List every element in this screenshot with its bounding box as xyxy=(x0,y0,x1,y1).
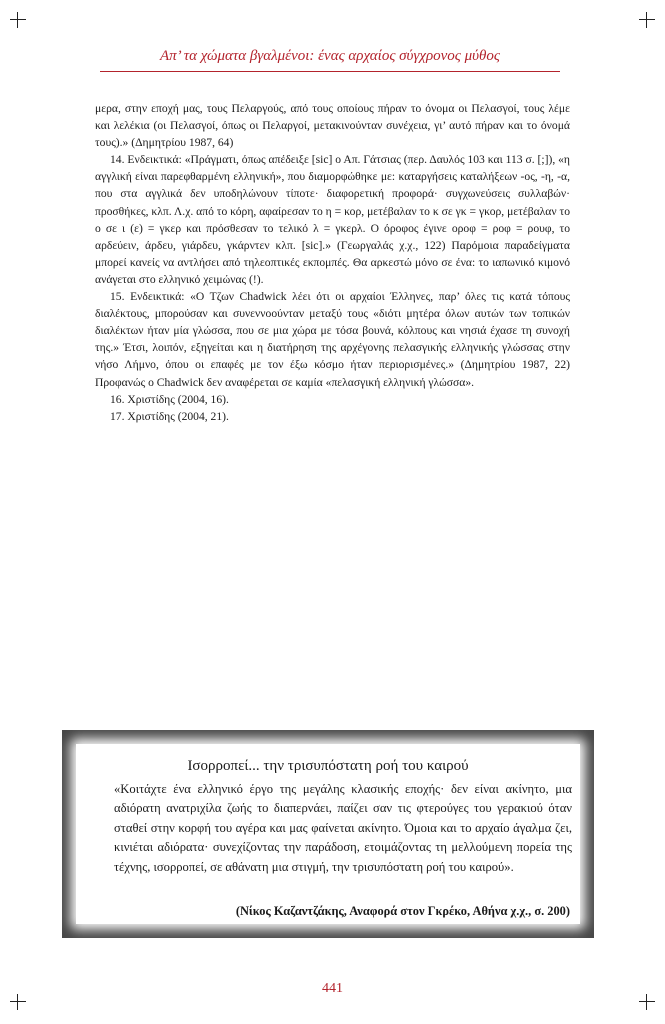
quote-text: «Κοιτάχτε ένα ελληνικό έργο της μεγάλης κλασικής εποχής· δεν είναι ακίνητο, μια αδιόρατη ανατριχίλα ζωής το διαπερνάει, παίζει σαν τις φτερούγες του γερακιού όταν σταθεί στην κορφή του αγέρα και μας φαίνεται ακίνητο. Όμοια και το αρχαίο άγαλμα ζει, κινιέται αδιόρατα· συνεχίζοντας την παράδοση, ετοιμάζοντας τη μελλούμενη πορεία της τέχνης, ισορροπεί, σε αθάνατη μια στιγμή, την τρισυπόστατη ροή του καιρού». xyxy=(114,782,572,874)
note-15: 15. Ενδεικτικά: «Ο Τζων Chadwick λέει ότι οι αρχαίοι Έλληνες, παρ’ όλες τις κατά τόπους διαλέκτους, μπορούσαν και συνεννοούνταν μεταξύ τους «διότι μητέρα όλων αυτών των τοπικών διαλέκτων ήταν μία γλώσσα, που σε μια χώρα με τόσα βουνά, κόλπους και νησιά έχασε τη συνοχή της.» Έτσι, λοιπόν, εξηγείται και η διατήρηση της αρχέγονης πελασγικής ελληνικής γλώσσας στην νήσο Λήμνο, όπου οι επαφές με τον έξω κόσμο ήταν περιορισμένες.» (Δημητρίου 1987, 22) Προφανώς ο Chadwick δεν αναφέρεται σε καμία «πελασγική ελληνική γλώσσα». xyxy=(95,290,570,389)
quote-body xyxy=(114,780,572,877)
note-17: 17. Χριστίδης (2004, 21). xyxy=(110,409,229,423)
quote-frame xyxy=(62,730,594,938)
page-number: 441 xyxy=(322,981,343,996)
note-14: 14. Ενδεικτικά: «Πράγματι, όπως απέδειξε [sic] ο Απ. Γάτσιας (περ. Δαυλός 103 και 113 σ. [;]), «η αγγλική είναι παρεφθαρμένη ελληνική», που διαμορφώθηκε με: καταργήσεις καταλήξεων -ος, -η, -α, που στα αγγλικά δεν υποδηλώνουν τίποτε· διαφορετική προφορά· συγχωνεύσεις συλλαβών· προσθήκες, κλπ. Λ.χ. από το κόρη, αφαίρεσαν το η = κορ, μετέβαλαν το κ σε γκ = γκορ, μετέβαλαν το ο σε ι (ε) = γκερ και πρόσθεσαν το τελικό λ = γκερλ. Ο όροφος έγινε οροφ = ροφ = ρουφ, το αρδεύειν, άρδευ, γιάρδευ, γκάρντεν κλπ. [sic].» (Γεωργαλάς χ.χ., 122) Παρόμοια παραδείγματα μπορεί κανείς να αντλήσει από τηλεοπτικές εκπομπές. Θα αρκεστώ μόνο σε ένα: το ιαπωνικό κιμονό ανάγεται στο ελληνικό χειμώνας (!). xyxy=(95,153,570,286)
crop-mark-top-right xyxy=(639,12,655,28)
quote-source: (Νίκος Καζαντζάκης, Αναφορά στον Γκρέκο, Αθήνα χ.χ., σ. 200) xyxy=(235,904,570,918)
note-continuation: μερα, στην εποχή μας, τους Πελαργούς, από τους οποίους πήραν το όνομα οι Πελασγοί, τους λέμε και λελέκια (οι Πελασγοί, όπως οι Πελαργοί, μετακινούνταν συνέχεια, γι’ αυτό πήραν και το όνομά τους).» (Δημητρίου 1987, 64) xyxy=(95,102,570,150)
quote-title: Ισορροπεί... την τρισυπόστατη ροή του καιρού xyxy=(187,758,469,774)
quote-panel xyxy=(76,744,580,924)
running-header: Απ’ τα χώματα βγαλμένοι: ένας αρχαίος σύγχρονος μύθος xyxy=(159,48,501,64)
note-16: 16. Χριστίδης (2004, 16). xyxy=(110,392,229,406)
crop-mark-top-left xyxy=(10,12,26,28)
header-rule xyxy=(100,71,560,72)
endnotes xyxy=(95,100,570,425)
